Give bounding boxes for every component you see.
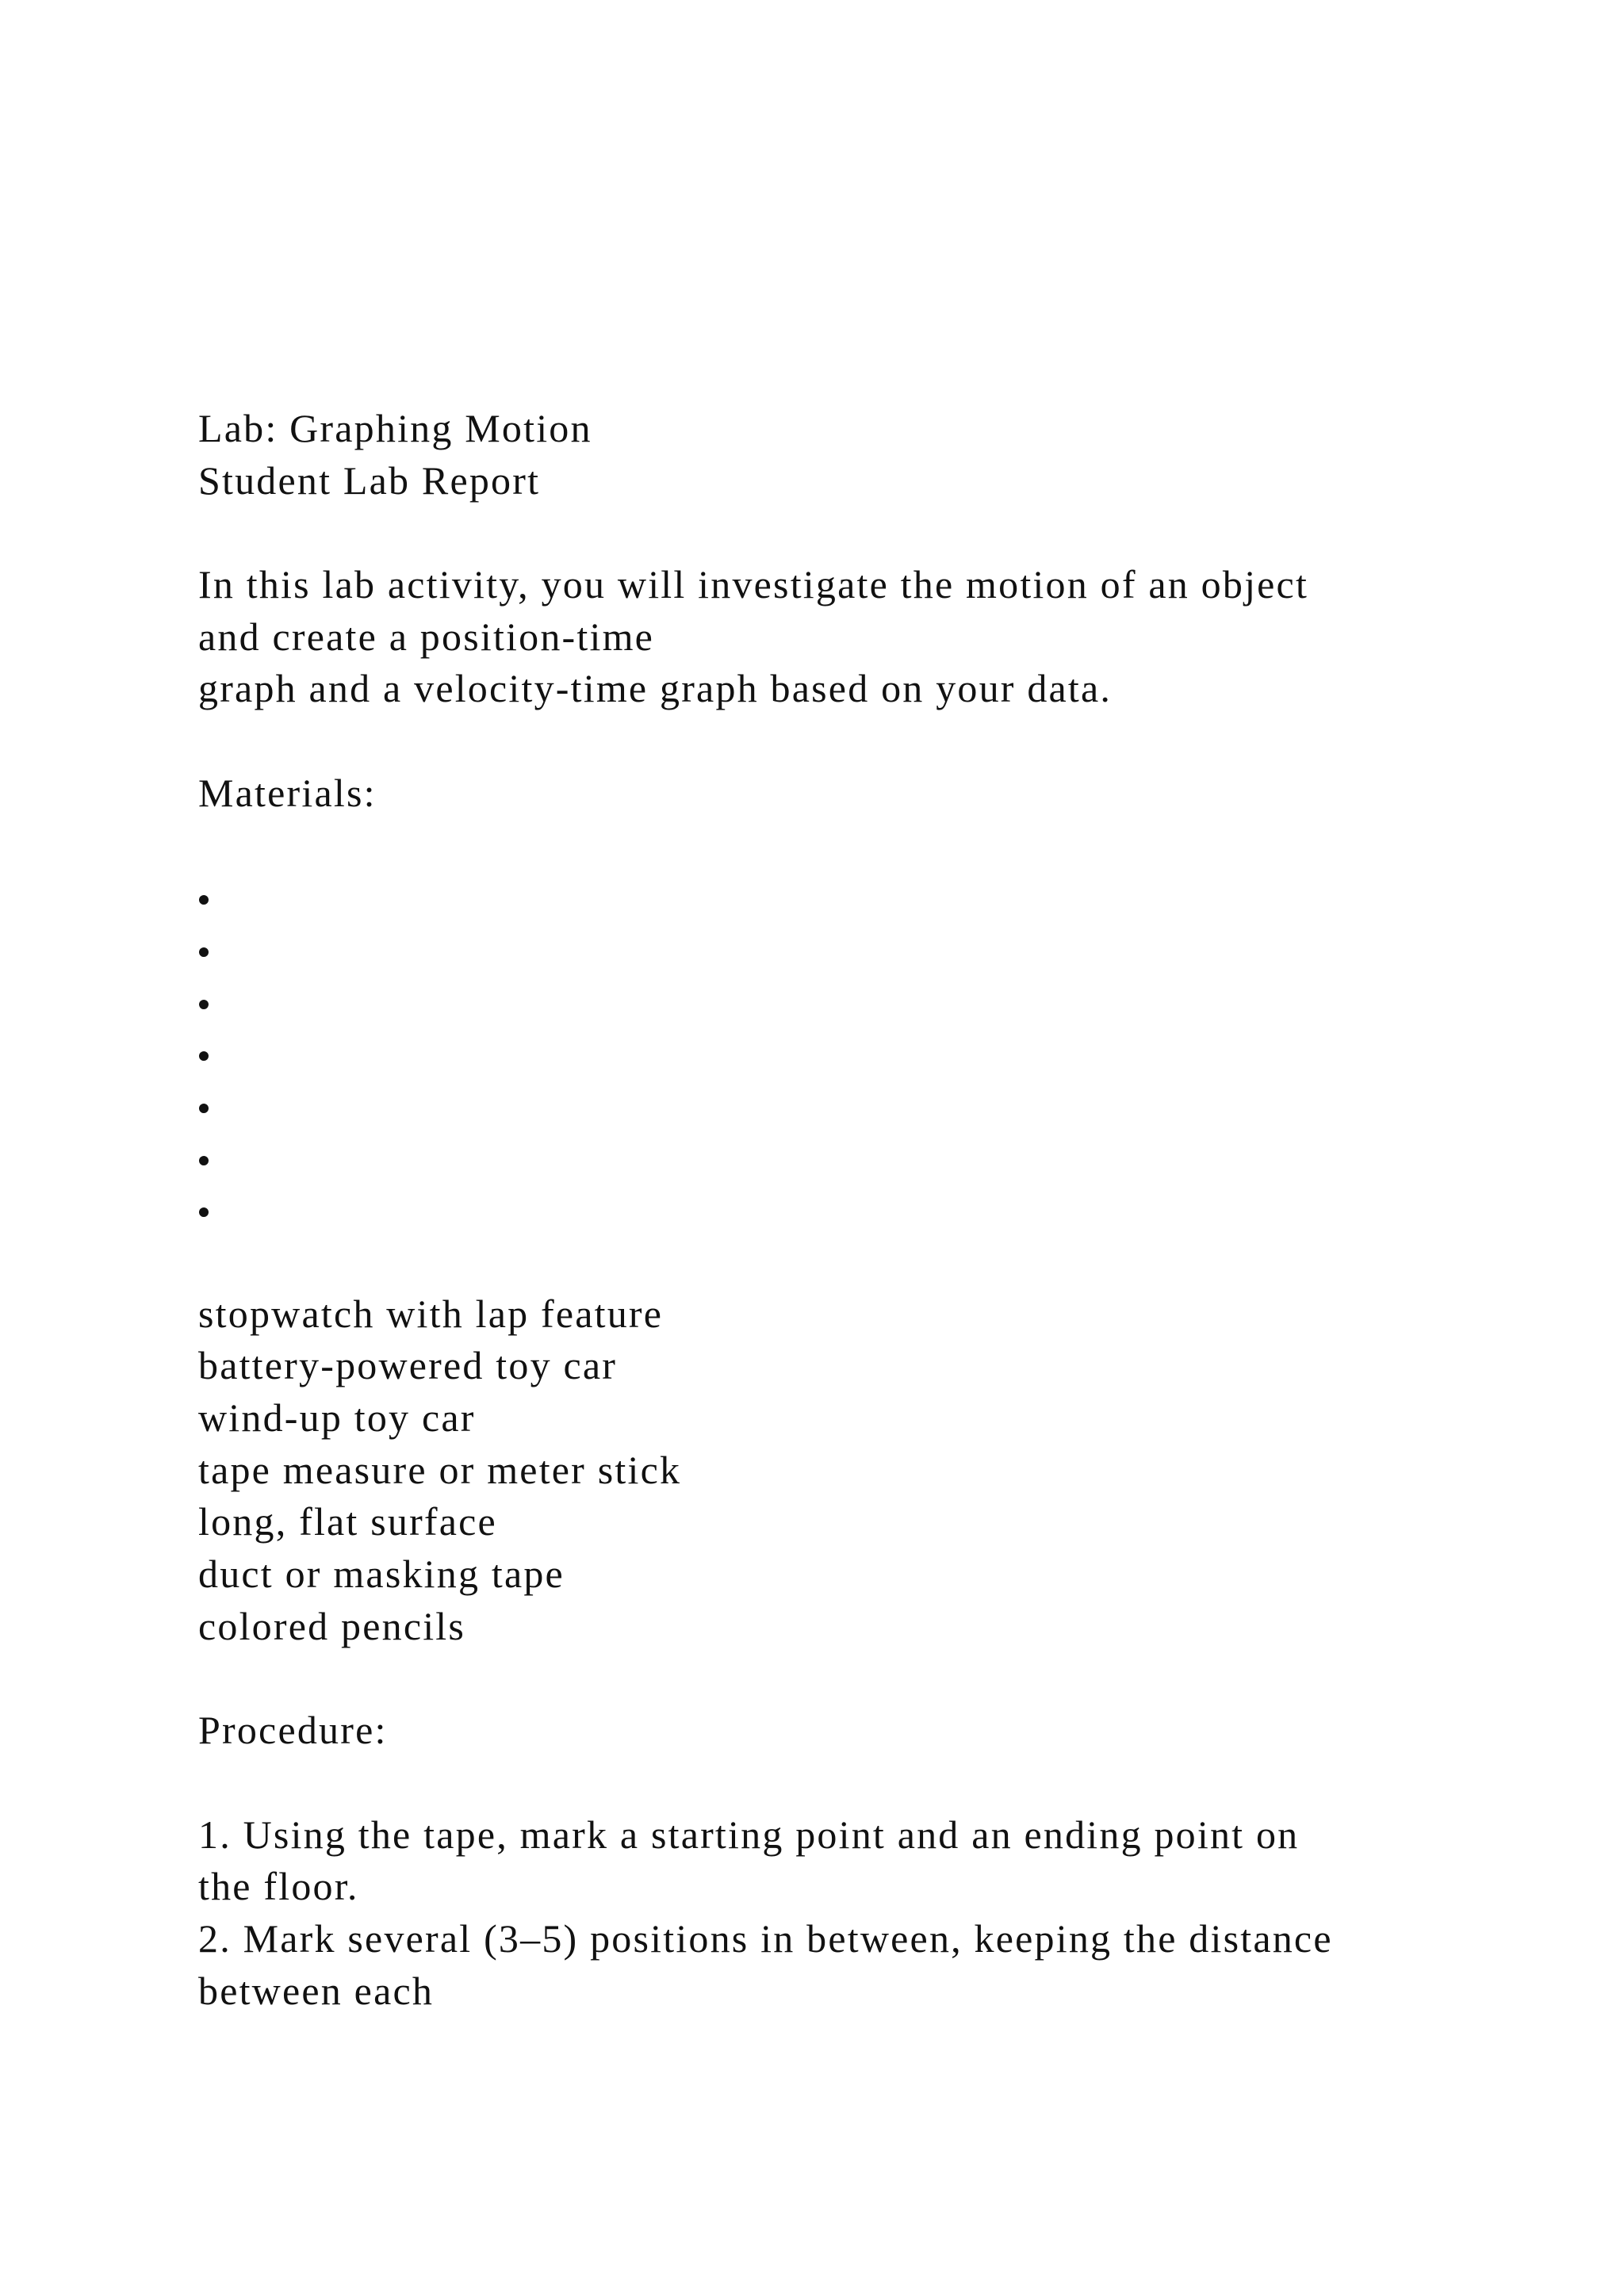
spacer	[198, 1653, 1546, 1705]
material-item: duct or masking tape	[198, 1552, 565, 1597]
spacer	[198, 820, 1546, 872]
spacer	[198, 1757, 1546, 1809]
procedure-heading: Procedure:	[198, 1708, 388, 1753]
spacer	[198, 1236, 1546, 1288]
bullet-item	[198, 1080, 1546, 1132]
bullet-item	[198, 1027, 1546, 1080]
spacer	[198, 507, 1546, 559]
intro-line: graph and a velocity-time graph based on your data.	[198, 666, 1113, 711]
bullet-dot-icon	[199, 895, 209, 905]
procedure-line: the floor.	[198, 1864, 359, 1909]
bullet-item	[198, 871, 1546, 924]
document-subtitle: Student Lab Report	[198, 457, 541, 503]
procedure-line: between each	[198, 1968, 435, 2013]
intro-line: In this lab activity, you will investigate the motion of an object	[198, 562, 1309, 607]
bullet-dot-icon	[199, 1051, 209, 1061]
document-body	[198, 403, 1546, 2017]
material-item: tape measure or meter stick	[198, 1447, 682, 1492]
document-title: Lab: Graphing Motion	[198, 406, 592, 450]
bullet-dot-icon	[199, 1156, 209, 1165]
bullet-item	[198, 976, 1546, 1028]
material-item: colored pencils	[198, 1603, 466, 1648]
material-item: wind-up toy car	[198, 1395, 476, 1441]
bullet-item	[198, 1184, 1546, 1236]
bullet-list	[198, 871, 1546, 1236]
procedure-line: 2. Mark several (3–5) positions in between, keeping the distance	[198, 1915, 1333, 1961]
intro-line: and create a position-time	[198, 614, 655, 659]
bullet-item	[198, 924, 1546, 976]
bullet-dot-icon	[199, 1104, 209, 1113]
materials-heading: Materials:	[198, 770, 377, 815]
material-item: battery-powered toy car	[198, 1343, 618, 1388]
material-item: stopwatch with lap feature	[198, 1291, 664, 1336]
bullet-dot-icon	[199, 1207, 209, 1217]
bullet-item	[198, 1132, 1546, 1184]
procedure-line: 1. Using the tape, mark a starting point and an ending point on	[198, 1812, 1300, 1857]
spacer	[198, 715, 1546, 767]
material-item: long, flat surface	[198, 1499, 497, 1544]
bullet-dot-icon	[199, 947, 209, 957]
bullet-dot-icon	[199, 1000, 209, 1009]
